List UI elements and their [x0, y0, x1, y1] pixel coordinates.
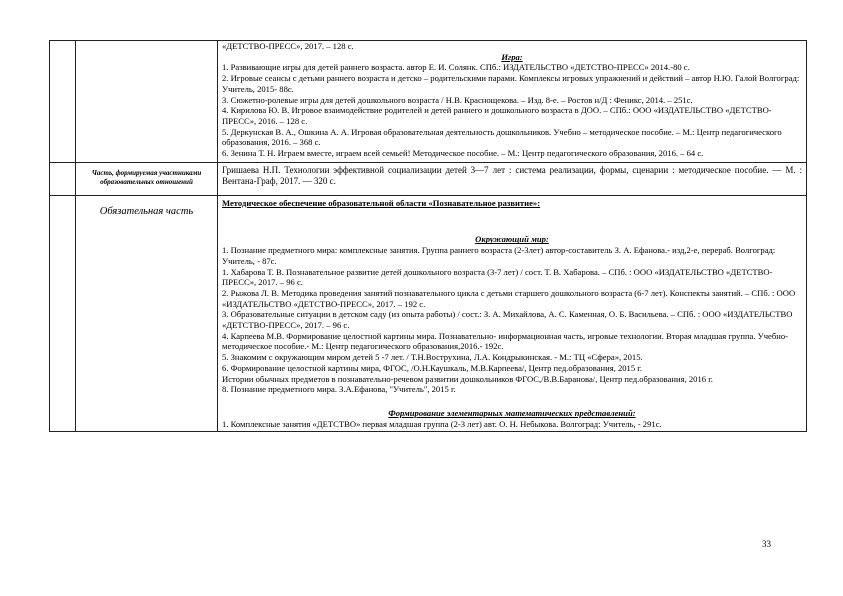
- list-item: 3. Сюжетно-ролевые игры для детей дошкольного возраста / Н.В. Краснощекова. – Изд. 8-е. – Ростов н/Д : Феникс, 2014. – 251с.: [222, 94, 693, 105]
- index-cell: [50, 162, 76, 195]
- section-heading-world: Окружающий мир:: [475, 234, 549, 245]
- section-label-cell: [76, 195, 218, 432]
- content-cell: [218, 162, 807, 195]
- list-item: 1. Комплексные занятия «ДЕТСТВО» первая младшая группа (2-3 лет) авт. О. Н. Небыкова. Волгоград: Учитель, - 291с.: [222, 418, 662, 429]
- index-cell: [50, 195, 76, 432]
- section-heading-cognitive: Методическое обеспечение образовательной области «Познавательное развитие»:: [222, 197, 541, 208]
- section-label: Обязательная часть: [99, 205, 194, 217]
- content-cell: [218, 41, 807, 163]
- continued-line: «ДЕТСТВО-ПРЕСС», 2017. – 128 с.: [222, 41, 354, 51]
- table-row: [50, 162, 807, 195]
- list-item: 8. Познание предметного мира. З.А.Ефанова, "Учитель", 2015 г.: [222, 384, 456, 395]
- section-heading-game: Игра:: [501, 51, 523, 62]
- section-label: Часть, формируемая участниками образовательных отношений: [91, 168, 202, 186]
- list-item: 6. Зенина Т. Н. Играем вместе, играем всей семьей! Методическое пособие. – М.: Центр педагогического образования, 2016. – 64 с.: [222, 148, 704, 159]
- list-item: 4. Кирилова Ю. В. Игровое взаимодействие родителей и детей раннего и дошкольного возраста в ДОО. – СПб.: ООО «ИЗДАТЕЛЬСТВО «ДЕТСТВО-ПРЕСС», 2016. – 128 с.: [222, 105, 772, 126]
- list-item: 2. Рыжова Л. В. Методика проведения занятий познавательного цикла с детьми старшего дошкольного возраста (6-7 лет). Конспекты занятий. – СПб. : ООО «ИЗДАТЕЛЬСТВО «ДЕТСТВО-ПРЕСС», 2017. – 192 с.: [222, 287, 796, 309]
- list-item: 1. Развивающие игры для детей раннего возраста. автор Е. И. Солянк. СПб.: ИЗДАТЕЛЬСТВО «ДЕТСТВО-ПРЕСС» 2014.-80 с.: [222, 62, 690, 73]
- table-row: [50, 195, 807, 432]
- list-item: 1. Хабарова Т. В. Познавательное развитие детей дошкольного возраста (3-7 лет) / сост. Т. В. Хабарова. – СПб. : ООО «ИЗДАТЕЛЬСТВО «ДЕТСТВО-ПРЕСС», 2017. – 96 с.: [222, 266, 773, 288]
- list-item: 2. Игровые сеансы с детьми раннего возраста и детско – родительскими парами. Комплексы игровых упражнений и действий – автор Н.Ю. Галой Волгоград: Учитель, 2015- 88с.: [222, 73, 800, 94]
- bibliography-table: [49, 40, 807, 432]
- table-row: [50, 41, 807, 163]
- section-label-cell: [76, 162, 218, 195]
- section-label-cell: [76, 41, 218, 163]
- content-cell: [218, 195, 807, 432]
- list-item: 5. Деркунская В. А., Ошкина А. А. Игровая образовательная деятельность дошкольников. Учебно – методическое пособие. – М.: Центр педагогического образования, 2016. – 368 с.: [222, 126, 782, 148]
- list-item: Гришаева Н.П. Технологии эффективной социализации детей 3—7 лет : система реализации, формы, сценарии : методическое пособие. — М. : Вентана-Граф, 2017. — 320 с.: [222, 164, 802, 186]
- list-item: Истории обычных предметов в познавательно-речевом развитии дошкольников ФГОС,/В.В.Баранова/, Центр пед.образования, 2016 г.: [222, 373, 713, 384]
- list-item: 6. Формирование целостной картины мира, ФГОС, /О.Н.Каушкаль, М.В.Карпеева/, Центр пед.образования, 2015 г.: [222, 362, 643, 373]
- index-cell: [50, 41, 76, 163]
- list-item: 4. Карпеева М.В. Формирование целостной картины мира. Познавательно- информационная часть, игровые технологии. Вторая младшая группа. Учебно-методическое пособие.- М.: Центр педагогического образования,2016.- 192с.: [222, 330, 789, 352]
- list-item: 3. Образовательные ситуации в детском саду (из опыта работы) / сост.: З. А. Михайлова, А. С. Каменная, О. Б. Васильева. – СПб. : ООО «ИЗДАТЕЛЬСТВО «ДЕТСТВО-ПРЕСС», 2017. – 96 с.: [222, 309, 793, 331]
- page-number: 33: [762, 539, 771, 549]
- list-item: 1. Познание предметного мира: комплексные занятия. Группа раннего возраста (2-3лет) автор-составитель З. А. Ефанова.- изд,2-е, перераб. Волгоград: Учитель, - 87с.: [222, 245, 776, 266]
- list-item: 5. Знакомим с окружающим миром детей 5 -7 лет. / Т.Н.Вострухина, Л.А. Кондрыкинская. - М.: ТЦ «Сфера», 2015.: [222, 352, 643, 363]
- section-heading-math: Формирование элементарных математических представлений:: [388, 407, 636, 418]
